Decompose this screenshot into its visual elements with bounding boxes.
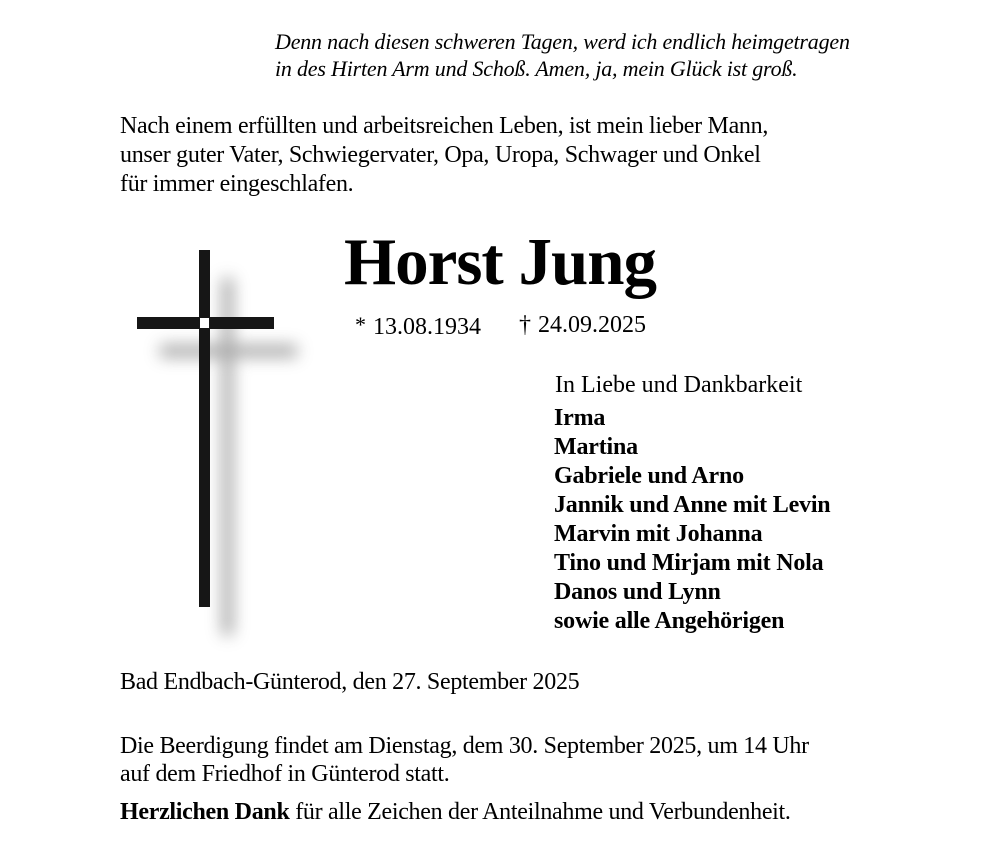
death-date [519,312,646,341]
deceased-name: Horst Jung [344,225,657,299]
mourner-name: Danos und Lynn [554,579,721,605]
funeral-line-1: Die Beerdigung findet am Dienstag, dem 30. September 2025, um 14 Uhr [120,733,809,759]
mourner-name: Marvin mit Johanna [554,521,763,547]
mourners-intro: In Liebe und Dankbarkeit [555,372,803,398]
birth-date [355,312,481,341]
intro-line-2: unser guter Vater, Schwiegervater, Opa, Uropa, Schwager und Onkel [120,142,761,168]
mourner-name: sowie alle Angehörigen [554,608,785,634]
birth-symbol: * [355,312,366,337]
thanks-line [120,799,791,826]
cross-center-gap [200,318,209,328]
cross-shadow-vertical-bar [222,278,233,635]
death-cross-symbol: † [519,312,531,338]
funeral-line-2: auf dem Friedhof in Günterod statt. [120,761,450,787]
cross-shadow-horizontal-bar [160,345,297,357]
life-dates [355,312,646,341]
mourners-list [554,404,830,636]
mourner-name: Irma [554,405,606,431]
death-date-value: 24.09.2025 [538,312,646,338]
epitaph-line-2: in des Hirten Arm und Schoß. Amen, ja, mein Glück ist groß. [275,56,798,81]
mourner-name: Tino und Mirjam mit Nola [554,550,824,576]
mourner-name: Jannik und Anne mit Levin [554,492,831,518]
mourner-name: Martina [554,434,638,460]
cross-vertical-bar [199,250,210,607]
funeral-info [120,732,809,788]
cross-horizontal-bar [137,317,274,329]
thanks-bold-text: Herzlichen Dank [120,799,290,825]
birth-date-value: 13.08.1934 [373,314,481,340]
place-date-line: Bad Endbach-Günterod, den 27. September 2025 [120,669,580,695]
intro-line-1: Nach einem erfüllten und arbeitsreichen Leben, ist mein lieber Mann, [120,113,769,139]
mourner-name: Gabriele und Arno [554,463,744,489]
intro-paragraph [120,112,768,199]
intro-line-3: für immer eingeschlafen. [120,171,354,197]
thanks-rest-text: für alle Zeichen der Anteilnahme und Verbundenheit. [295,799,791,825]
epitaph-verse [275,28,850,82]
epitaph-line-1: Denn nach diesen schweren Tagen, werd ich endlich heimgetragen [275,29,850,54]
